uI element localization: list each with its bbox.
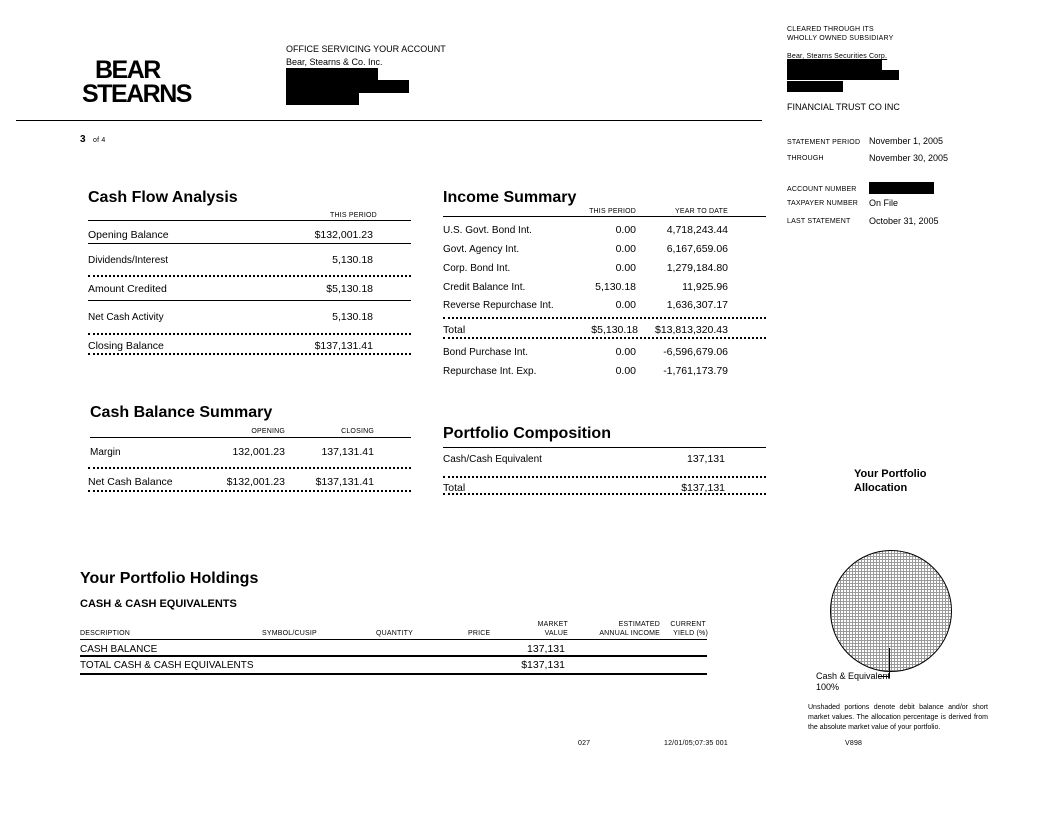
holdings-row-rule-1 — [80, 655, 707, 657]
holdings-col-price: PRICE — [468, 630, 491, 637]
cash-balance-col-opening: OPENING — [251, 428, 285, 435]
income-label-credit: Credit Balance Int. — [443, 282, 526, 293]
allocation-note: Unshaded portions denote debit balance and/or short market values. The allocation percentage is derived from the absolute market value of your portfolio. — [808, 704, 988, 731]
footer-code-2: 12/01/05;07:35 001 — [664, 740, 728, 747]
redacted-client-1 — [787, 60, 882, 70]
holdings-row-cash-description: CASH BALANCE — [80, 644, 158, 655]
cash-balance-dotted-2 — [88, 490, 411, 492]
income-label-total: Total — [443, 324, 466, 336]
bear-stearns-logo — [82, 58, 191, 106]
cash-flow-label-dividends: Dividends/Interest — [88, 255, 169, 266]
cleared-line-1: CLEARED THROUGH ITS — [787, 26, 874, 33]
income-label-corp: Corp. Bond Int. — [443, 263, 511, 274]
cash-balance-closing-margin: 137,131.41 — [321, 446, 374, 458]
cash-flow-rule-1 — [88, 243, 411, 244]
cash-flow-label-closing: Closing Balance — [88, 340, 164, 352]
pie-slice-label: Cash & Equivalent — [816, 671, 891, 681]
through-value: November 30, 2005 — [869, 153, 949, 163]
income-period-bondpurchase: 0.00 — [615, 346, 636, 358]
portfolio-comp-value-cash: 137,131 — [687, 453, 725, 465]
cash-flow-value-closing: $137,131.41 — [314, 340, 373, 352]
cash-flow-value-credited: $5,130.18 — [326, 283, 373, 295]
income-ytd-total: $13,813,320.43 — [655, 324, 728, 336]
last-statement-label: LAST STATEMENT — [787, 218, 851, 225]
portfolio-comp-label-total: Total — [443, 482, 466, 494]
income-dotted-1 — [443, 317, 766, 319]
client-name: FINANCIAL TRUST CO INC — [787, 102, 900, 112]
cash-flow-title: Cash Flow Analysis — [88, 189, 238, 206]
cash-balance-label-net: Net Cash Balance — [88, 476, 173, 488]
holdings-col-estimated-1: ESTIMATED — [618, 621, 660, 628]
income-col-this-period: THIS PERIOD — [589, 208, 636, 215]
page-of: of 4 — [93, 137, 106, 144]
income-ytd-agency: 6,167,659.06 — [666, 243, 728, 255]
subsidiary-name: Bear, Stearns Securities Corp. — [787, 53, 888, 60]
cash-flow-dotted-3 — [88, 353, 411, 355]
holdings-subtitle: CASH & CASH EQUIVALENTS — [80, 598, 237, 610]
office-label: OFFICE SERVICING YOUR ACCOUNT — [286, 44, 446, 54]
cash-balance-opening-margin: 132,001.23 — [232, 446, 285, 458]
holdings-row-total-market-value: $137,131 — [521, 659, 565, 671]
holdings-row-rule-2 — [80, 673, 707, 675]
holdings-col-symbol: SYMBOL/CUSIP — [262, 630, 317, 637]
header-rule — [16, 120, 762, 121]
income-label-usgovt: U.S. Govt. Bond Int. — [443, 225, 532, 236]
income-dotted-2 — [443, 337, 766, 339]
income-label-agency: Govt. Agency Int. — [443, 244, 520, 255]
income-ytd-reverse: 1,636,307.17 — [666, 299, 728, 311]
cash-flow-value-net: 5,130.18 — [332, 311, 373, 323]
allocation-title-2: Allocation — [854, 482, 908, 494]
cash-balance-opening-net: $132,001.23 — [226, 476, 285, 488]
income-period-usgovt: 0.00 — [615, 224, 636, 236]
income-period-total: $5,130.18 — [591, 324, 638, 336]
income-ytd-usgovt: 4,718,243.44 — [666, 224, 728, 236]
income-ytd-repurchase: -1,761,173.79 — [663, 365, 728, 377]
income-header-rule — [443, 216, 766, 217]
cash-balance-dotted-1 — [88, 467, 411, 469]
footer-code-1: 027 — [578, 740, 591, 747]
cash-balance-col-closing: CLOSING — [341, 428, 374, 435]
taxpayer-label: TAXPAYER NUMBER — [787, 200, 859, 207]
cash-flow-rule-2 — [88, 300, 411, 301]
portfolio-comp-dotted-2 — [443, 493, 766, 495]
income-summary-title: Income Summary — [443, 189, 577, 206]
holdings-col-description: DESCRIPTION — [80, 630, 131, 637]
allocation-title-1: Your Portfolio — [854, 468, 927, 480]
holdings-col-market-1: MARKET — [537, 621, 568, 628]
holdings-title: Your Portfolio Holdings — [80, 570, 259, 587]
office-name: Bear, Stearns & Co. Inc. — [286, 57, 383, 67]
income-ytd-bondpurchase: -6,596,679.06 — [663, 346, 728, 358]
holdings-col-yield-2: YIELD (%) — [673, 630, 708, 637]
holdings-col-market-2: VALUE — [544, 630, 568, 637]
income-ytd-corp: 1,279,184.80 — [666, 262, 728, 274]
income-period-reverse: 0.00 — [615, 299, 636, 311]
cash-flow-value-opening: $132,001.23 — [314, 229, 373, 241]
taxpayer-value: On File — [869, 198, 899, 208]
cash-flow-label-credited: Amount Credited — [88, 283, 167, 295]
account-number-label: ACCOUNT NUMBER — [787, 186, 857, 193]
portfolio-composition-rule — [443, 447, 766, 448]
allocation-pie-chart — [830, 550, 952, 672]
holdings-col-estimated-2: ANNUAL INCOME — [599, 630, 660, 637]
cash-flow-label-net: Net Cash Activity — [88, 312, 164, 323]
portfolio-comp-dotted-1 — [443, 476, 766, 478]
holdings-row-cash-market-value: 137,131 — [527, 643, 565, 655]
cash-flow-dotted-1 — [88, 275, 411, 277]
holdings-row-total-description: TOTAL CASH & CASH EQUIVALENTS — [80, 660, 254, 671]
redacted-client-3 — [787, 81, 843, 92]
through-label: THROUGH — [787, 155, 824, 162]
last-statement-value: October 31, 2005 — [869, 216, 939, 226]
cash-flow-label-opening: Opening Balance — [88, 229, 169, 241]
income-period-agency: 0.00 — [615, 243, 636, 255]
income-ytd-credit: 11,925.96 — [682, 281, 728, 293]
cash-balance-closing-net: $137,131.41 — [315, 476, 374, 488]
statement-period-value: November 1, 2005 — [869, 136, 944, 146]
cash-balance-label-margin: Margin — [90, 447, 121, 458]
income-label-bondpurchase: Bond Purchase Int. — [443, 347, 529, 358]
redacted-address-3 — [286, 93, 359, 105]
cash-flow-dotted-2 — [88, 333, 411, 335]
page-indicator — [80, 129, 106, 147]
redacted-account-number — [869, 182, 934, 194]
income-period-corp: 0.00 — [615, 262, 636, 274]
cash-balance-title: Cash Balance Summary — [90, 404, 273, 421]
redacted-client-2 — [787, 70, 899, 80]
income-period-repurchase: 0.00 — [615, 365, 636, 377]
cash-balance-header-rule — [90, 437, 411, 438]
pie-slice-pct: 100% — [816, 682, 840, 692]
statement-period-label: STATEMENT PERIOD — [787, 139, 861, 146]
holdings-header-rule — [80, 639, 707, 640]
logo-line-2: STEARNS — [82, 80, 191, 108]
footer-code-3: V898 — [845, 740, 863, 747]
logo-line-1: BEAR — [95, 56, 160, 84]
portfolio-comp-value-total: $137,131 — [681, 482, 725, 494]
portfolio-comp-label-cash: Cash/Cash Equivalent — [443, 454, 542, 465]
income-label-repurchase: Repurchase Int. Exp. — [443, 366, 537, 377]
portfolio-composition-title: Portfolio Composition — [443, 425, 611, 442]
page-number: 3 — [80, 134, 86, 145]
cash-flow-value-dividends: 5,130.18 — [332, 254, 373, 266]
income-period-credit: 5,130.18 — [595, 281, 636, 293]
holdings-col-quantity: QUANTITY — [376, 630, 413, 637]
cash-flow-header-rule — [88, 220, 411, 221]
income-label-reverse: Reverse Repurchase Int. — [443, 300, 554, 311]
holdings-col-yield-1: CURRENT — [670, 621, 706, 628]
cash-flow-col-header: THIS PERIOD — [330, 212, 377, 219]
income-col-ytd: YEAR TO DATE — [675, 208, 728, 215]
redacted-address-1 — [286, 68, 378, 80]
redacted-address-2 — [286, 80, 409, 93]
cleared-line-2: WHOLLY OWNED SUBSIDIARY — [787, 35, 894, 42]
